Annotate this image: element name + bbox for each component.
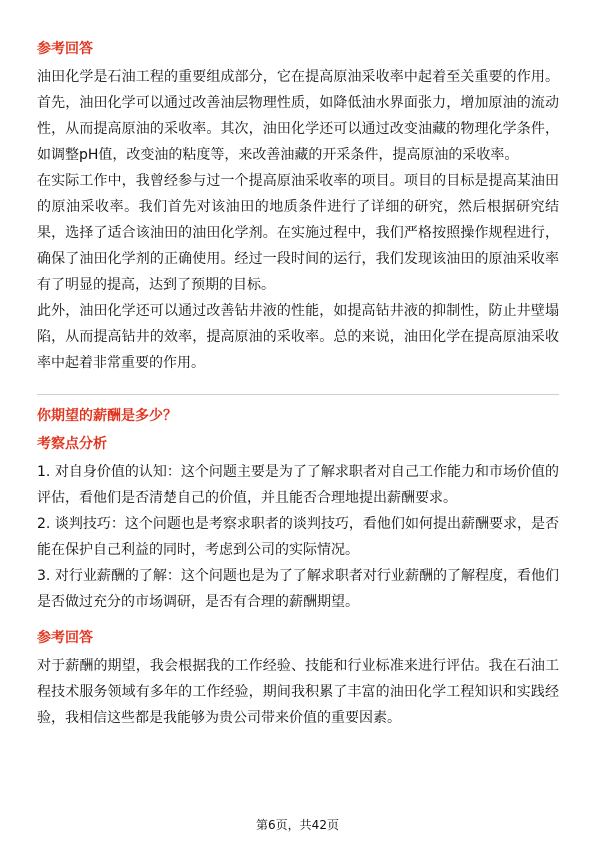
analysis-item-3: 3. 对行业薪酬的了解：这个问题也是为了了解求职者对行业薪酬的了解程度，看他们是否做过充分的市场调研，是否有合理的薪酬期望。 [37, 568, 559, 610]
answer-paragraph-2: 在实际工作中，我曾经参与过一个提高原油采收率的项目。项目的目标是提高某油田的原油采收率。我们首先对该油田的地质条件进行了详细的研究，然后根据研究结果，选择了适合该油田的油田化学剂。在实施过程中，我们严格按照操作规程进行，确保了油田化学剂的正确使用。经过一段时间的运行，我们发现该油田的原油采收率有了明显的提高，达到了预期的目标。 [37, 173, 559, 293]
answer-paragraph-1: 油田化学是石油工程的重要组成部分，它在提高原油采收率中起着至关重要的作用。首先，油田化学可以通过改善油层物理性质，如降低油水界面张力，增加原油的流动性，从而提高原油的采收率。其次，油田化学还可以通过改变油藏的物理化学条件，如调整pH值，改变油的粘度等，来改善油藏的开采条件，提高原油的采收率。 [37, 69, 559, 163]
page-content [37, 38, 559, 731]
answer-paragraph-3: 此外，油田化学还可以通过改善钻井液的性能，如提高钻井液的抑制性，防止井壁塌陷，从而提高钻井的效率，提高原油的采收率。总的来说，油田化学在提高原油采收率中起着非常重要的作用。 [37, 303, 559, 371]
analysis-item-2: 2. 谈判技巧：这个问题也是考察求职者的谈判技巧，看他们如何提出薪酬要求，是否能在保护自己利益的同时，考虑到公司的实际情况。 [37, 516, 559, 558]
analysis-item-1: 1. 对自身价值的认知：这个问题主要是为了了解求职者对自己工作能力和市场价值的评估，看他们是否清楚自己的价值，并且能否合理地提出薪酬要求。 [37, 464, 559, 506]
reference-answer-heading-2: 参考回答 [37, 630, 93, 646]
salary-answer-paragraph: 对于薪酬的期望，我会根据我的工作经验、技能和行业标准来进行评估。我在石油工程技术服务领域有多年的工作经验，期间我积累了丰富的油田化学工程知识和实践经验，我相信这些都是我能够为贵公司带来价值的重要因素。 [37, 658, 559, 726]
question-title: 你期望的薪酬是多少？ [37, 408, 177, 424]
section-divider [37, 394, 559, 395]
reference-answer-heading: 参考回答 [37, 41, 93, 57]
page-number-footer: 第6页，共42页 [256, 818, 339, 832]
analysis-heading: 考察点分析 [37, 436, 107, 452]
